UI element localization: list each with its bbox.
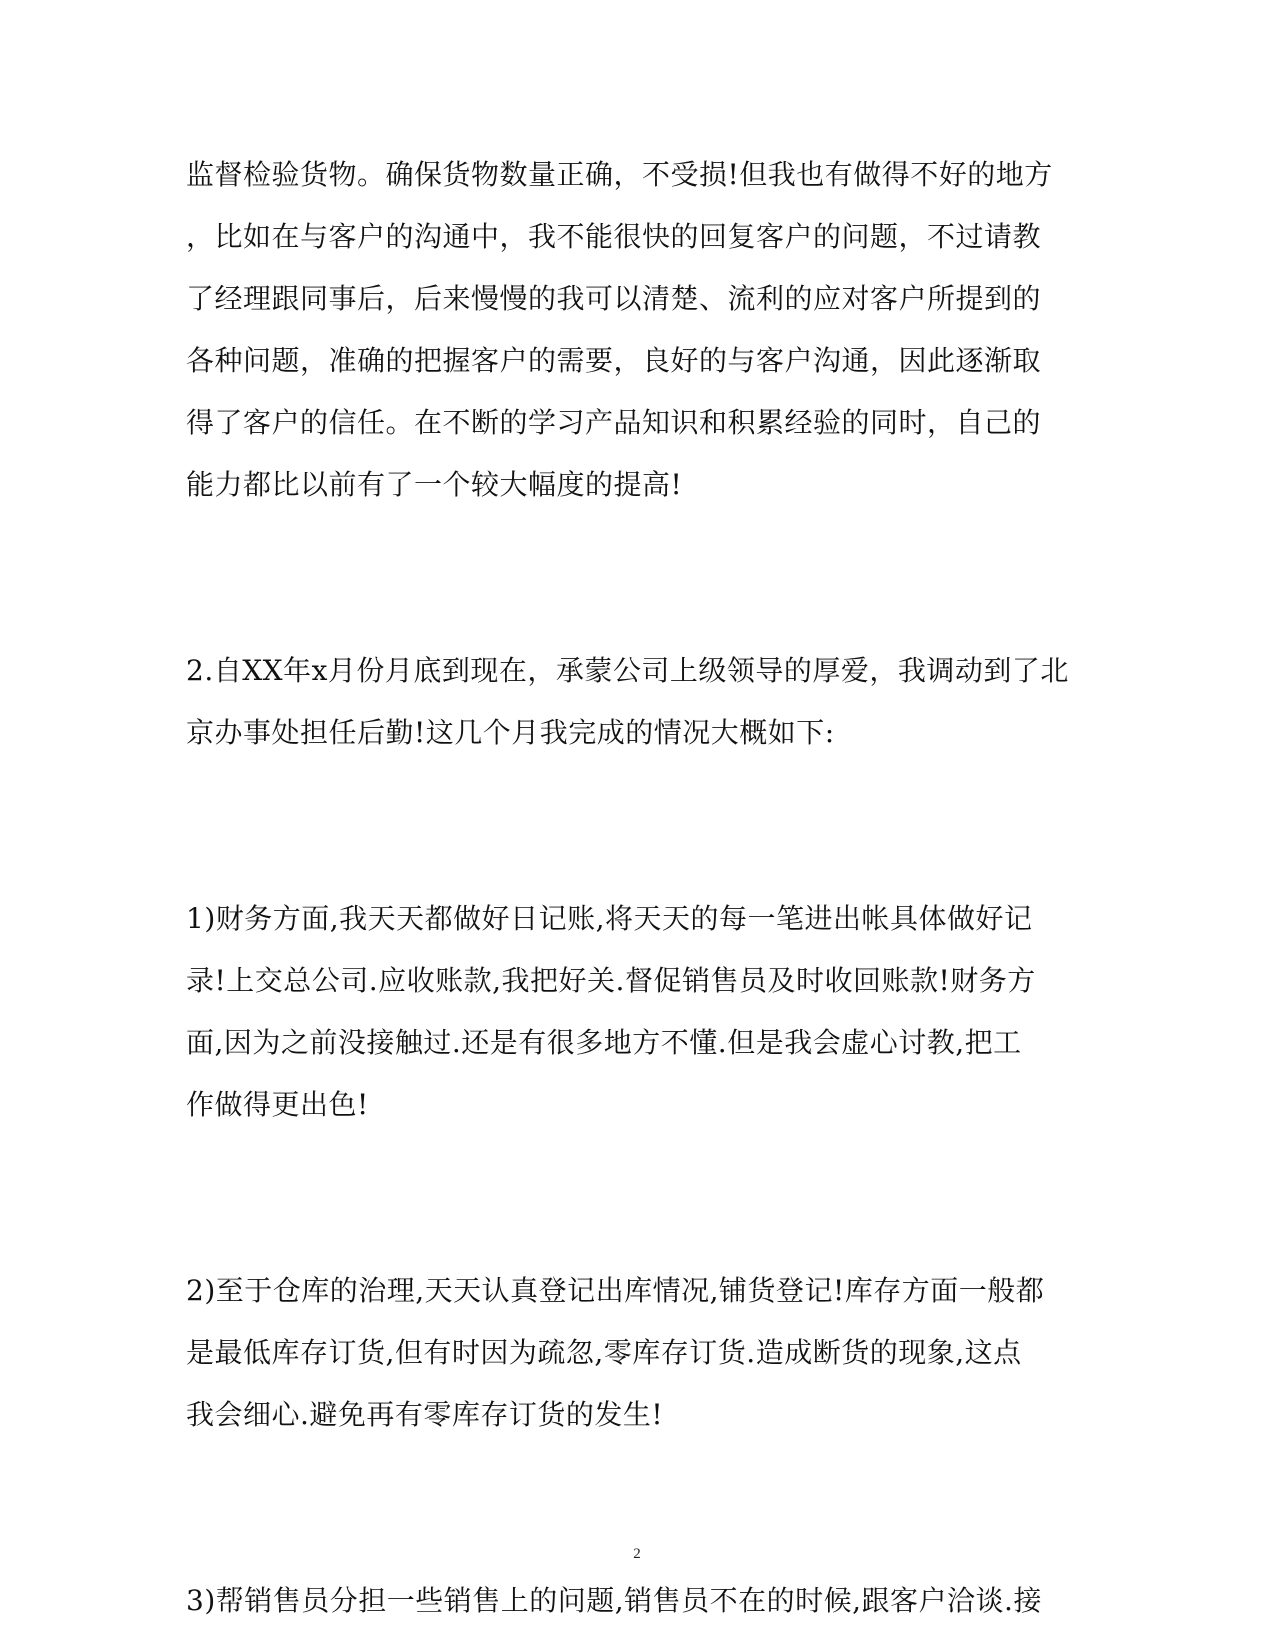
paragraph-sales-support bbox=[186, 1570, 1086, 1632]
paragraph-inspection-summary bbox=[186, 144, 1086, 516]
text-line: 是最低库存订货,但有时因为疏忽,零库存订货.造成断货的现象,这点 bbox=[186, 1336, 1022, 1369]
text-line: 各种问题，准确的把握客户的需要，良好的与客户沟通，因此逐渐取 bbox=[186, 344, 1042, 377]
document-body bbox=[186, 144, 1086, 1632]
text-line: 2.自XX年x月份月底到现在，承蒙公司上级领导的厚爱，我调动到了北 bbox=[186, 654, 1069, 687]
text-line: 作做得更出色! bbox=[186, 1088, 369, 1121]
text-line: ，比如在与客户的沟通中，我不能很快的回复客户的问题，不过请教 bbox=[186, 220, 1042, 253]
paragraph-transfer-to-beijing bbox=[186, 640, 1086, 764]
text-line: 面,因为之前没接触过.还是有很多地方不懂.但是我会虚心讨教,把工 bbox=[186, 1026, 1022, 1059]
text-line: 我会细心.避免再有零库存订货的发生! bbox=[186, 1398, 664, 1431]
paragraph-spacer bbox=[186, 1136, 1086, 1260]
text-line: 能力都比以前有了一个较大幅度的提高! bbox=[186, 468, 683, 501]
text-line: 3)帮销售员分担一些销售上的问题,销售员不在的时候,跟客户洽谈.接 bbox=[186, 1584, 1042, 1617]
paragraph-spacer bbox=[186, 516, 1086, 640]
paragraph-warehouse bbox=[186, 1260, 1086, 1446]
text-line: 2)至于仓库的治理,天天认真登记出库情况,铺货登记!库存方面一般都 bbox=[186, 1274, 1045, 1307]
page-number: 2 bbox=[633, 1546, 641, 1562]
text-line: 1)财务方面,我天天都做好日记账,将天天的每一笔进出帐具体做好记 bbox=[186, 902, 1033, 935]
text-line: 得了客户的信任。在不断的学习产品知识和积累经验的同时，自己的 bbox=[186, 406, 1042, 439]
text-line: 京办事处担任后勤!这几个月我完成的情况大概如下: bbox=[186, 716, 835, 749]
text-line: 监督检验货物。确保货物数量正确，不受损!但我也有做得不好的地方 bbox=[186, 158, 1053, 191]
text-line: 了经理跟同事后，后来慢慢的我可以清楚、流利的应对客户所提到的 bbox=[186, 282, 1042, 315]
text-line: 录!上交总公司.应收账款,我把好关.督促销售员及时收回账款!财务方 bbox=[186, 964, 1036, 997]
paragraph-spacer bbox=[186, 764, 1086, 888]
paragraph-finance bbox=[186, 888, 1086, 1136]
